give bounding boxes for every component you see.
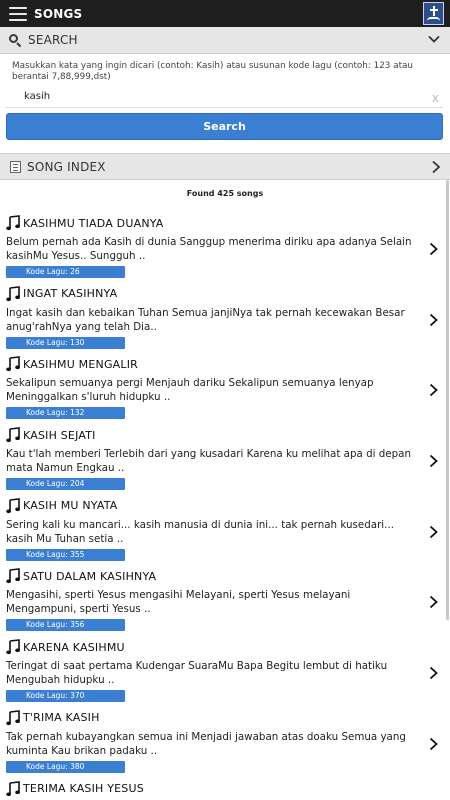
app-title: SONGS — [34, 6, 83, 21]
song-excerpt: Teringat di saat pertama Kudengar SuaraMu Bapa Begitu lembut di hatiku Mengubah hidupku .. — [6, 660, 388, 687]
music-note-icon — [6, 356, 20, 372]
song-code-badge: Kode Lagu: 130 — [6, 337, 125, 349]
search-field[interactable] — [6, 88, 443, 108]
chevron-down-icon[interactable] — [428, 33, 440, 45]
song-excerpt: Kau t'lah memberi Terlebih dari yang kusadari Karena ku melihat apa di depan mata Namun Engkau .. — [6, 448, 412, 475]
song-title: KASIH SEJATI — [23, 428, 96, 442]
song-index-header[interactable] — [0, 153, 450, 180]
song-list — [0, 210, 450, 800]
song-index-label: SONG INDEX — [27, 159, 106, 174]
music-note-icon — [6, 639, 20, 655]
song-item[interactable] — [0, 563, 450, 634]
chevron-right-icon[interactable] — [431, 160, 441, 174]
chevron-right-icon[interactable] — [429, 454, 438, 468]
search-section-label: SEARCH — [28, 33, 78, 47]
song-title: T'RIMA KASIH — [23, 711, 100, 725]
chevron-right-icon[interactable] — [429, 242, 438, 256]
music-note-icon — [6, 710, 20, 726]
search-section-header[interactable] — [0, 27, 450, 54]
search-button[interactable]: Search — [6, 113, 443, 140]
music-note-icon — [6, 781, 20, 797]
song-code-badge: Kode Lagu: 380 — [6, 761, 125, 773]
song-code-badge: Kode Lagu: 355 — [6, 549, 125, 561]
song-title: INGAT KASIHNYA — [23, 287, 118, 301]
results-count: Found 425 songs — [186, 189, 264, 198]
chevron-right-icon[interactable] — [429, 595, 438, 609]
song-title: KASIH MU NYATA — [23, 499, 118, 513]
song-item[interactable] — [0, 422, 450, 493]
chevron-right-icon[interactable] — [429, 525, 438, 539]
search-hint: Masukkan kata yang ingin dicari (contoh: Kasih) atau susunan kode lagu (contoh: 123 atau berantai 7,88,999,dst) — [12, 61, 414, 82]
song-item[interactable] — [0, 776, 450, 800]
song-title: KASIHMU MENGALIR — [23, 357, 139, 371]
song-item[interactable] — [0, 351, 450, 422]
song-excerpt: Sekalipun semuanya pergi Menjauh dariku Sekalipun semuanya lenyap Meninggalkan s'luruh hidupku .. — [6, 377, 374, 404]
scrollbar-thumb[interactable] — [446, 180, 449, 620]
song-item[interactable] — [0, 281, 450, 352]
song-title: KARENA KASIHMU — [23, 640, 125, 654]
song-code-badge: Kode Lagu: 356 — [6, 619, 125, 631]
chevron-right-icon[interactable] — [429, 666, 438, 680]
search-input[interactable] — [24, 91, 424, 102]
music-note-icon — [6, 215, 20, 231]
song-title: SATU DALAM KASIHNYA — [23, 569, 157, 583]
song-title: TERIMA KASIH YESUS — [23, 782, 144, 795]
song-excerpt: Sering kali ku mancari... kasih manusia di dunia ini... tak pernah kusedari... kasih Mu Tuhan setia .. — [6, 518, 394, 545]
list-icon — [10, 161, 21, 173]
music-note-icon — [6, 427, 20, 443]
app-logo-icon — [423, 2, 444, 25]
song-item[interactable] — [0, 705, 450, 776]
song-excerpt: Ingat kasih dan kebaikan Tuhan Semua janjiNya tak pernah kecewakan Besar anug'rahNya yang telah Dia.. — [6, 306, 405, 333]
song-excerpt: Mengasihi, sperti Yesus mengasihi Melayani, sperti Yesus melayani Mengampuni, sperti Yesus .. — [6, 589, 351, 616]
menu-icon[interactable] — [9, 7, 27, 21]
song-item[interactable] — [0, 210, 450, 281]
app-bar — [0, 0, 450, 27]
music-note-icon — [6, 498, 20, 514]
search-icon — [9, 34, 22, 47]
chevron-right-icon[interactable] — [429, 383, 438, 397]
song-code-badge: Kode Lagu: 370 — [6, 690, 125, 702]
song-item[interactable] — [0, 634, 450, 705]
song-title: KASIHMU TIADA DUANYA — [23, 216, 164, 230]
song-excerpt: Belum pernah ada Kasih di dunia Sanggup menerima diriku apa adanya Selain kasihMu Yesus.. Sungguh .. — [6, 236, 412, 262]
chevron-right-icon[interactable] — [429, 313, 438, 327]
song-code-badge: Kode Lagu: 26 — [6, 266, 125, 278]
song-code-badge: Kode Lagu: 204 — [6, 478, 125, 490]
song-item[interactable] — [0, 493, 450, 564]
music-note-icon — [6, 286, 20, 302]
chevron-right-icon[interactable] — [429, 737, 438, 751]
music-note-icon — [6, 568, 20, 584]
song-code-badge: Kode Lagu: 132 — [6, 407, 125, 419]
clear-search-button[interactable]: x — [431, 91, 439, 105]
song-excerpt: Tak pernah kubayangkan semua ini Menjadi jawaban atas doaku Semua yang kuminta Kau brikan padaku .. — [6, 730, 406, 757]
